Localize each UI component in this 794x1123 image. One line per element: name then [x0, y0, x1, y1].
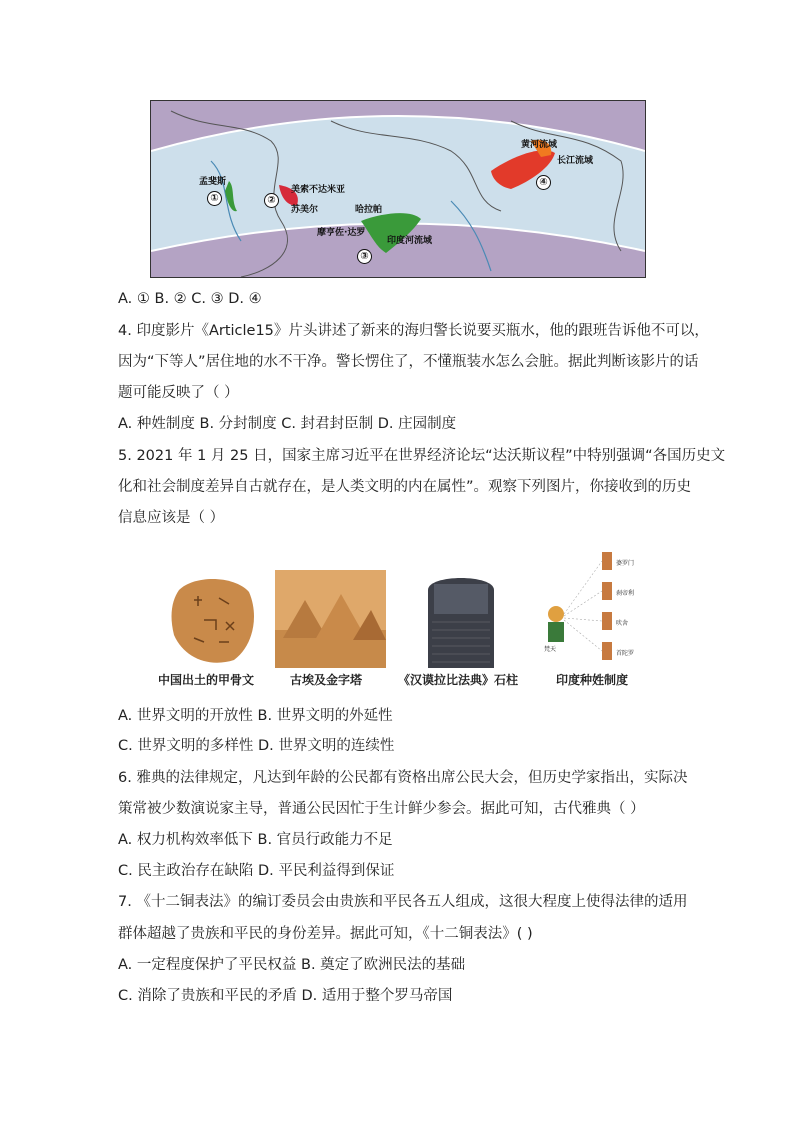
map-graphic: [151, 101, 645, 277]
marker-3: ③: [357, 249, 372, 264]
label-sumer: 苏美尔: [291, 205, 319, 215]
marker-1: ①: [207, 191, 222, 206]
q5-options-c: C. 世界文明的多样性 D. 世界文明的连续性: [118, 738, 395, 754]
q5-line-2: 化和社会制度差异自古就存在，是人类文明的内在属性”。观察下列图片，你接收到的历史: [118, 479, 692, 495]
caste-label-brahma: 梵天: [544, 646, 557, 653]
q6-options-c: C. 民主政治存在缺陷 D. 平民利益得到保证: [118, 863, 395, 879]
q7-options-a: A. 一定程度保护了平民权益 B. 奠定了欧洲民法的基础: [118, 957, 466, 973]
label-memphis: 孟斐斯: [199, 177, 227, 187]
q7-options-c: C. 消除了贵族和平民的矛盾 D. 适用于整个罗马帝国: [118, 988, 453, 1004]
q6-options-a: A. 权力机构效率低下 B. 官员行政能力不足: [118, 832, 393, 848]
caption-pyramids: 古埃及金字塔: [290, 673, 363, 687]
caption-oracle-bone: 中国出土的甲骨文: [158, 673, 255, 687]
marker-4: ④: [536, 175, 551, 190]
marker-2: ②: [264, 193, 279, 208]
oracle-bone-image: [164, 570, 264, 668]
q3-options: A. ① B. ② C. ③ D. ④: [118, 291, 262, 307]
label-indus-valley: 印度河流域: [387, 236, 433, 246]
q6-line-1: 6. 雅典的法律规定，凡达到年龄的公民都有资格出席公民大会，但历史学家指出，实际决: [118, 770, 688, 786]
caste-label-kshatriya: 刹帝利: [616, 590, 635, 597]
q5-line-1: 5. 2021 年 1 月 25 日，国家主席习近平在世界经济论坛“达沃斯议程”中特别强调“各国历史文: [118, 448, 726, 464]
label-harappa: 哈拉帕: [355, 205, 383, 215]
q5-options-a: A. 世界文明的开放性 B. 世界文明的外延性: [118, 708, 393, 724]
label-yangtze-river: 长江流域: [557, 156, 594, 166]
caste-system-image: [536, 544, 646, 668]
q4-line-1: 4. 印度影片《Article15》片头讲述了新来的海归警长说要买瓶水，他的跟班告诉他不可以，: [118, 323, 709, 339]
label-mesopotamia: 美索不达米亚: [291, 185, 346, 195]
label-yellow-river: 黄河流域: [521, 140, 558, 150]
caste-label-shudra: 首陀罗: [616, 650, 635, 657]
q4-line-3: 题可能反映了（ ）: [118, 385, 239, 401]
q4-options: A. 种姓制度 B. 分封制度 C. 封君封臣制 D. 庄园制度: [118, 416, 457, 432]
caste-label-vaishya: 吠舍: [616, 620, 629, 627]
q4-line-2: 因为“下等人”居住地的水不干净。警长愣住了，不懂瓶装水怎么会脏。据此判断该影片的话: [118, 354, 699, 370]
pyramids-image: [275, 570, 386, 668]
q7-line-2: 群体超越了贵族和平民的身份差异。据此可知，《十二铜表法》( ): [118, 926, 533, 942]
ancient-civilizations-map: [150, 100, 646, 278]
hammurabi-stele-image: [418, 570, 504, 668]
q5-line-3: 信息应该是（ ）: [118, 510, 225, 526]
caption-caste: 印度种姓制度: [556, 673, 629, 687]
caste-label-brahmin: 婆罗门: [616, 560, 635, 567]
q7-line-1: 7. 《十二铜表法》的编订委员会由贵族和平民各五人组成，这很大程度上使得法律的适用: [118, 894, 688, 910]
label-mohenjo-daro: 摩亨佐·达罗: [317, 228, 366, 238]
q6-line-2: 策常被少数演说家主导，普通公民因忙于生计鲜少参会。据此可知，古代雅典（ ）: [118, 801, 645, 817]
caption-hammurabi: 《汉谟拉比法典》石柱: [398, 673, 519, 687]
